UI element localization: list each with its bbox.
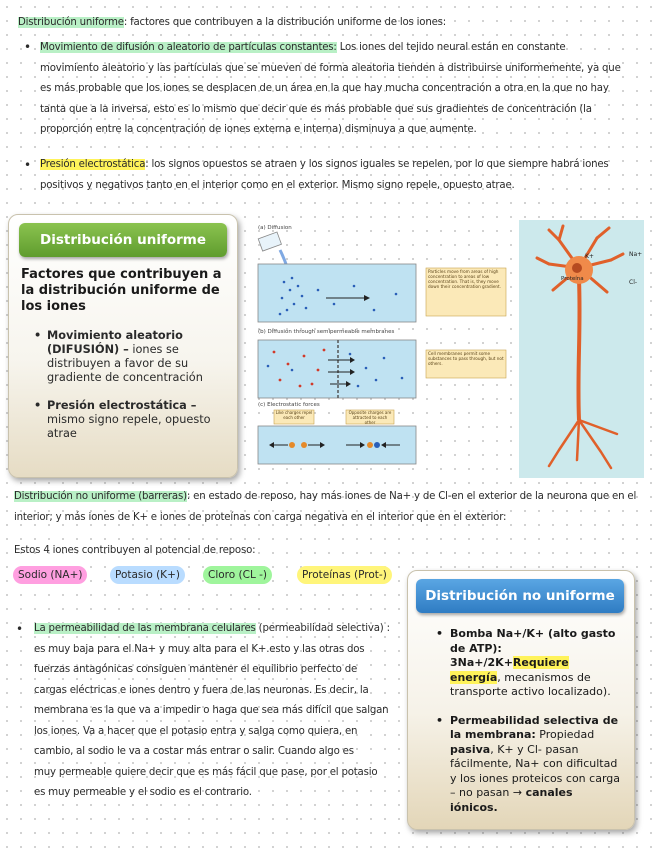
- diffusion-title: Movimiento de difusión o aleatorio de partículas constantes:: [40, 42, 337, 53]
- item-text: , K+ y Cl- pasan fácilmente, Na+ con dificultad y los iones proteicos con carga – no pasan →: [450, 742, 620, 799]
- bullet-dot: •: [24, 40, 32, 54]
- permeability-line: membrana es la que va a impedir o haga que sea más difícil que salgan: [34, 705, 389, 716]
- na-label: Na+: [629, 251, 643, 258]
- charge-icon: [367, 442, 373, 448]
- nonuniform-paragraph: [14, 487, 644, 528]
- intro-line: [18, 13, 446, 34]
- beaker-icon: [258, 232, 281, 251]
- card-list-item: [9, 399, 223, 441]
- figure-label-c: (c) Electrostatic forces: [258, 402, 320, 408]
- charge-icon: [374, 442, 380, 448]
- item-bold: Permeabilidad selectiva de la membrana:: [450, 713, 619, 741]
- bullet-permeability: [34, 619, 404, 804]
- permeability-line: muy permeable quiere decir que es más fácil que pase, por el potasio: [34, 766, 378, 778]
- nucleus: [572, 263, 582, 273]
- permeability-line: cargas eléctricas e iones dentro y fuera de las neuronas. Es decir, la: [34, 684, 369, 696]
- diffusion-figure: [254, 220, 512, 482]
- bullet-dot: •: [24, 158, 32, 172]
- bullet-electrostatic: [40, 155, 640, 196]
- diffusion-line: tanta que a la inversa, esto es lo mismo que decir que es más probable que sus gradientes de concentración (la: [40, 103, 592, 115]
- card-list-item: [9, 329, 223, 385]
- card-title: Factores que contribuyen a la distribución uniforme de los iones: [21, 267, 222, 314]
- note-b: Cell membranes permit some substances to pass through, but not others.: [428, 351, 504, 366]
- card-header: Distribución no uniforme: [416, 579, 624, 613]
- item-text: mismo signo repele, opuesto atrae: [47, 413, 211, 440]
- ion-tag-sodio: Sodio (NA+): [13, 566, 87, 584]
- note-a: Particles move from areas of high concentration to areas of low concentration. That is, they move down their concentration gradient.: [428, 269, 502, 289]
- charge-icon: [301, 442, 307, 448]
- item-text: , mecanismos de transporte activo localizado).: [450, 670, 611, 698]
- item-text: Propiedad: [535, 728, 595, 741]
- diffusion-line: Los iones del tejido neural están en constante: [339, 42, 566, 53]
- item-bold: canales iónicos.: [450, 786, 573, 814]
- tank-a: [258, 264, 416, 322]
- neuron-illustration: [519, 220, 644, 478]
- figure-label-a: (a) Diffusion: [258, 225, 292, 231]
- permeability-line: fuerzas antagónicas consiguen mantener el equilibrio perfecto de: [34, 664, 358, 675]
- permeability-line: los iones. Va a hacer que el potasio entra y salga como quiera, en: [34, 725, 358, 737]
- item-bold: Presión electrostática –: [47, 399, 197, 412]
- charge-icon: [289, 442, 295, 448]
- uniform-heading: Distribución uniforme: [18, 17, 124, 28]
- permeability-line: (permeabilidad selectiva) :: [255, 623, 390, 634]
- ion-tag-potasio: Potasio (K+): [110, 566, 185, 584]
- electrostatic-line: : los signos opuestos se atraen y los signos iguales se repelen, por lo que siempre habrá iones: [145, 159, 609, 170]
- permeability-title: La permeabilidad de las membrana celulares: [34, 623, 256, 634]
- card-list-item: [408, 714, 620, 816]
- ion-tag-proteinas: Proteínas (Prot-): [297, 566, 392, 584]
- diffusion-line: movimiento aleatorio y las partículas que se mueven de forma aleatoria tienden a distribuirse uniformemente, ya que: [40, 62, 621, 74]
- item-bold: Bomba Na+/K+ (alto gasto de ATP):: [450, 627, 616, 655]
- proteins-label: Proteína: [561, 276, 584, 282]
- uniform-distribution-card: [8, 214, 238, 478]
- electrostatic-title: Presión electrostática: [40, 159, 146, 170]
- diffusion-line: proporción entre la concentración de iones externa e interna) disminuya a que aumente.: [40, 124, 477, 135]
- bullet-diffusion: [40, 38, 640, 141]
- nonuniform-heading: Distribución no uniforme (barreras): [14, 491, 187, 502]
- electrostatic-line: positivos y negativos tanto en el interior como en el exterior. Mismo signo repele, opuesto atrae.: [40, 179, 515, 191]
- card-list-item: [408, 627, 620, 700]
- cl-label: Cl-: [629, 279, 638, 286]
- diffusion-line: es más probable que los iones se desplacen de un área en la que hay mucha concentración a otra en la que no hay: [40, 83, 609, 94]
- axon: [578, 280, 579, 420]
- figure-label-b: (b) Diffusion through semipermeable membranes: [258, 329, 395, 335]
- note-c1: Like charges repel each other: [275, 410, 313, 420]
- item-bold: pasiva: [450, 742, 491, 756]
- bullet-dot: •: [16, 622, 24, 636]
- tank-b: [258, 340, 416, 398]
- axon-terminals: [549, 420, 617, 468]
- item-bold: Movimiento aleatorio (DIFUSIÓN) –: [47, 329, 183, 356]
- permeability-line: es muy baja para el Na+ y muy alta para el K+.esto y las otras dos: [34, 643, 365, 655]
- nonuniform-distribution-card: [407, 570, 635, 830]
- card-header: Distribución uniforme: [19, 223, 227, 257]
- nonuniform-text: interior; y más iones de K+ e iones de proteínas con carga negativa en el interior que en el exterior:: [14, 511, 507, 523]
- energy-highlight: Requiere energía: [450, 656, 569, 684]
- nonuniform-text: : en estado de reposo, hay más iones de Na+ y de Cl-en el exterior de la neurona que en el: [186, 491, 637, 502]
- intro-text: : factores que contribuyen a la distribución uniforme de los iones:: [123, 17, 447, 28]
- item-bold: 3Na+/2K+: [450, 656, 513, 669]
- permeability-line: cambio, al sodio le va a costar más entrar o salir. Cuando algo es: [34, 746, 354, 757]
- k-label: K+: [585, 253, 594, 260]
- item-text: iones se distribuyen a favor de su gradiente de concentración: [47, 343, 203, 384]
- note-c2: Opposite charges are attracted to each other: [348, 410, 392, 424]
- ions-intro: Estos 4 iones contribuyen al potencial de reposo:: [14, 545, 256, 556]
- ion-tag-cloro: Cloro (CL -): [203, 566, 272, 584]
- permeability-line: es muy permeable y el sodio es el contrario.: [34, 787, 252, 798]
